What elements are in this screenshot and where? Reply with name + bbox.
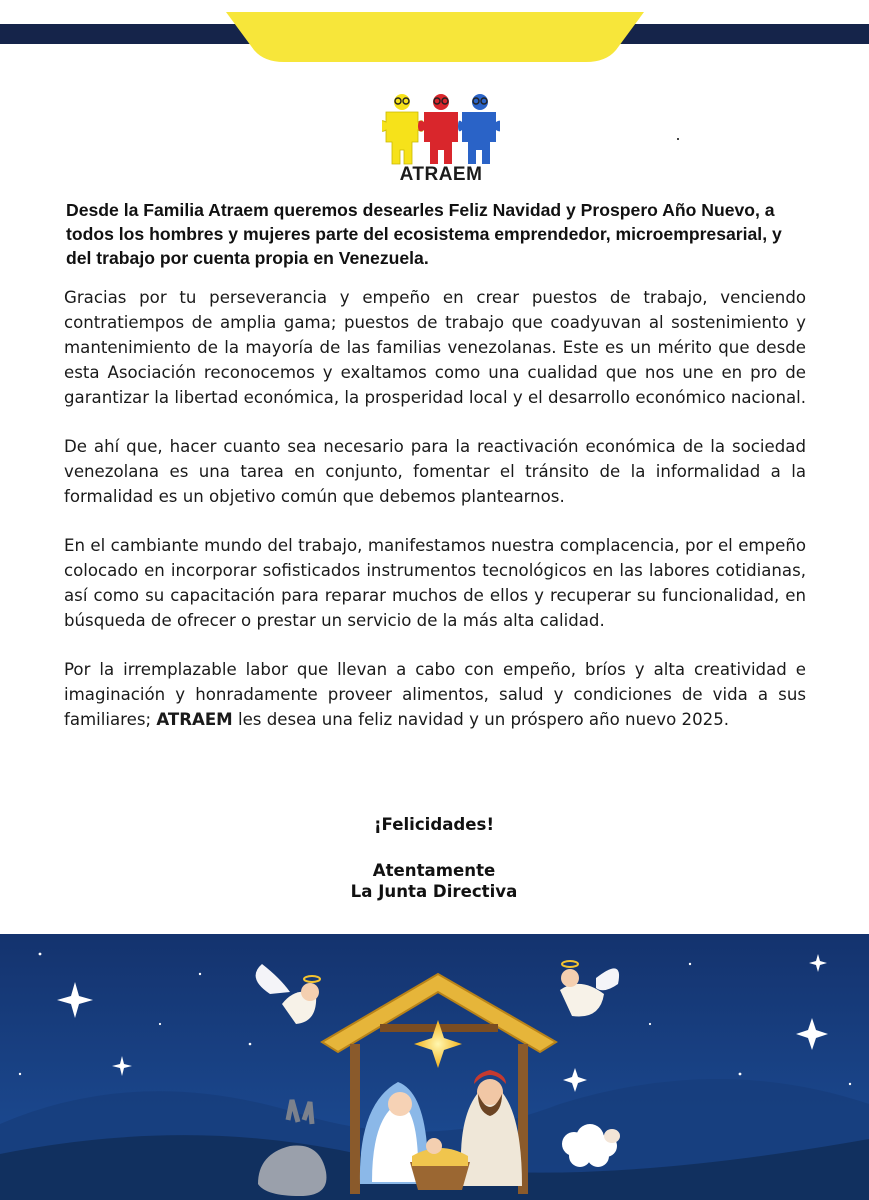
paragraph-2: De ahí que, hacer cuanto sea necesario para la reactivación económica de la sociedad venezolana es una tarea en conjunto, fomentar el tránsito de la informalidad a la formalidad es un objetivo común que debemos plantearnos. — [64, 437, 806, 506]
paragraph-3: En el cambiante mundo del trabajo, manifestamos nuestra complacencia, por el empeño colocado en incorporar sofisticados instrumentos tecnológicos en las labores cotidianas, así como su capacitación para reparar muchos de ellos y recuperar su funcionalidad, en búsqueda de ofrecer o prestar un servicio de la más alta calidad. — [64, 536, 806, 630]
letter-body — [64, 285, 806, 756]
paragraph-4 — [64, 657, 806, 732]
brand-emphasis: ATRAEM — [156, 710, 233, 729]
signoff: Atentamente — [372, 861, 496, 880]
paragraph-4-end: les desea una feliz navidad y un próspero año nuevo 2025. — [232, 710, 730, 729]
intro-heading: Desde la Familia Atraem queremos desearles Feliz Navidad y Prospero Año Nuevo, a todos los hombres y mujeres parte del ecosistema emprendedor, microempresarial, y del trabajo por cuenta propia en Venezuela. — [66, 200, 782, 268]
logo-yellow-piece — [382, 94, 424, 164]
header-tab — [226, 12, 644, 62]
paragraph-4-start: Por la irremplazable labor que llevan a cabo con empeño, bríos y alta creatividad e imaginación y honradamente proveer alimentos, salud y condiciones de vida a sus familiares; — [64, 660, 806, 729]
paragraph-1: Gracias por tu perseverancia y empeño en crear puestos de trabajo, venciendo contratiempos de amplia gama; puestos de trabajo que coadyuvan al sostenimiento y mantenimiento de la mayoría de las familias venezolanas. Este es un mérito que desde esta Asociación reconocemos y exaltamos como una cualidad que nos une en pro de garantizar la libertad económica, la prosperidad local y el desarrollo económico nacional. — [64, 288, 807, 407]
closing-block — [234, 814, 634, 902]
logo-blue-piece — [458, 94, 500, 164]
greeting: ¡Felicidades! — [373, 815, 495, 834]
logo-wordmark: ATRAEM — [399, 164, 483, 185]
stray-dot — [677, 138, 679, 140]
nativity-illustration — [0, 934, 869, 1200]
signature: La Junta Directiva — [350, 882, 518, 901]
